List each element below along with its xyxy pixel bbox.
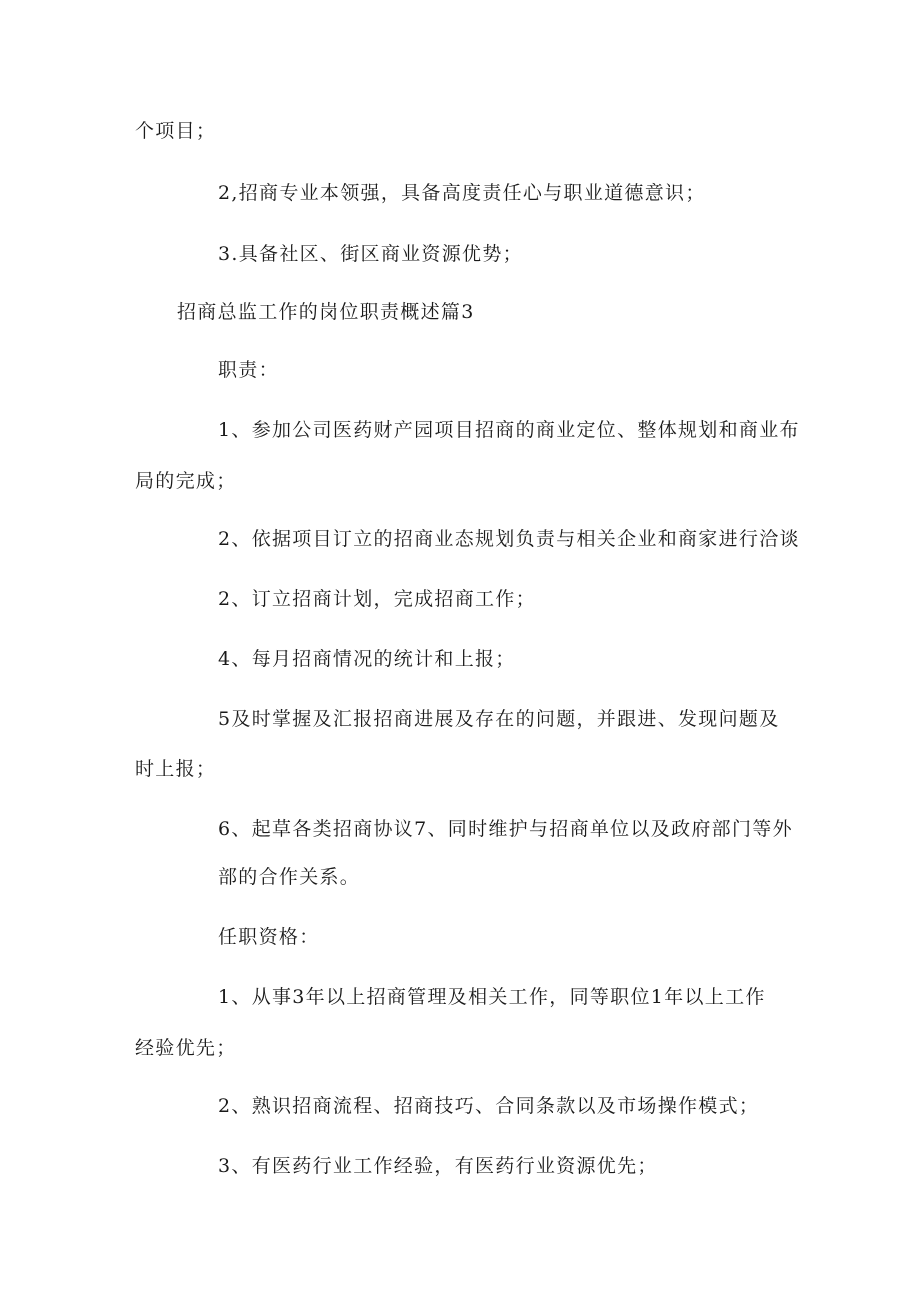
text-line-12: 时上报； (135, 758, 217, 780)
text-line-18: 2、熟识招商流程、招商技巧、合同条款以及市场操作模式； (218, 1095, 760, 1117)
text-line-13: 6、起草各类招商协议7、同时维护与招商单位以及政府部门等外 (218, 818, 793, 840)
subheading-qualifications: 任职资格： (218, 926, 320, 948)
text-line-16: 1、从事3年以上招商管理及相关工作，同等职位1年以上工作 (218, 986, 766, 1008)
text-line-6: 1、参加公司医药财产园项目招商的商业定位、整体规划和商业布 (218, 419, 800, 441)
text-line-9: 2、订立招商计划，完成招商工作； (218, 588, 536, 610)
text-line-19: 3、有医药行业工作经验，有医药行业资源优先； (218, 1155, 658, 1177)
text-line-3: 3.具备社区、街区商业资源优势； (218, 243, 523, 265)
subheading-duties: 职责： (218, 359, 279, 381)
text-line-1: 个项目； (135, 120, 217, 142)
text-line-14: 部的合作关系。 (218, 866, 361, 888)
text-line-10: 4、每月招商情况的统计和上报； (218, 648, 516, 670)
text-line-2: 2,招商专业本领强，具备高度责任心与职业道德意识； (218, 182, 706, 204)
text-line-7: 局的完成； (135, 470, 237, 492)
text-line-8: 2、依据项目订立的招商业态规划负责与相关企业和商家进行洽谈 (218, 528, 800, 550)
text-line-17: 经验优先； (135, 1037, 237, 1059)
section-heading: 招商总监工作的岗位职责概述篇3 (177, 301, 475, 323)
text-line-11: 5及时掌握及汇报招商进展及存在的问题，并跟进、发现问题及 (218, 708, 780, 730)
